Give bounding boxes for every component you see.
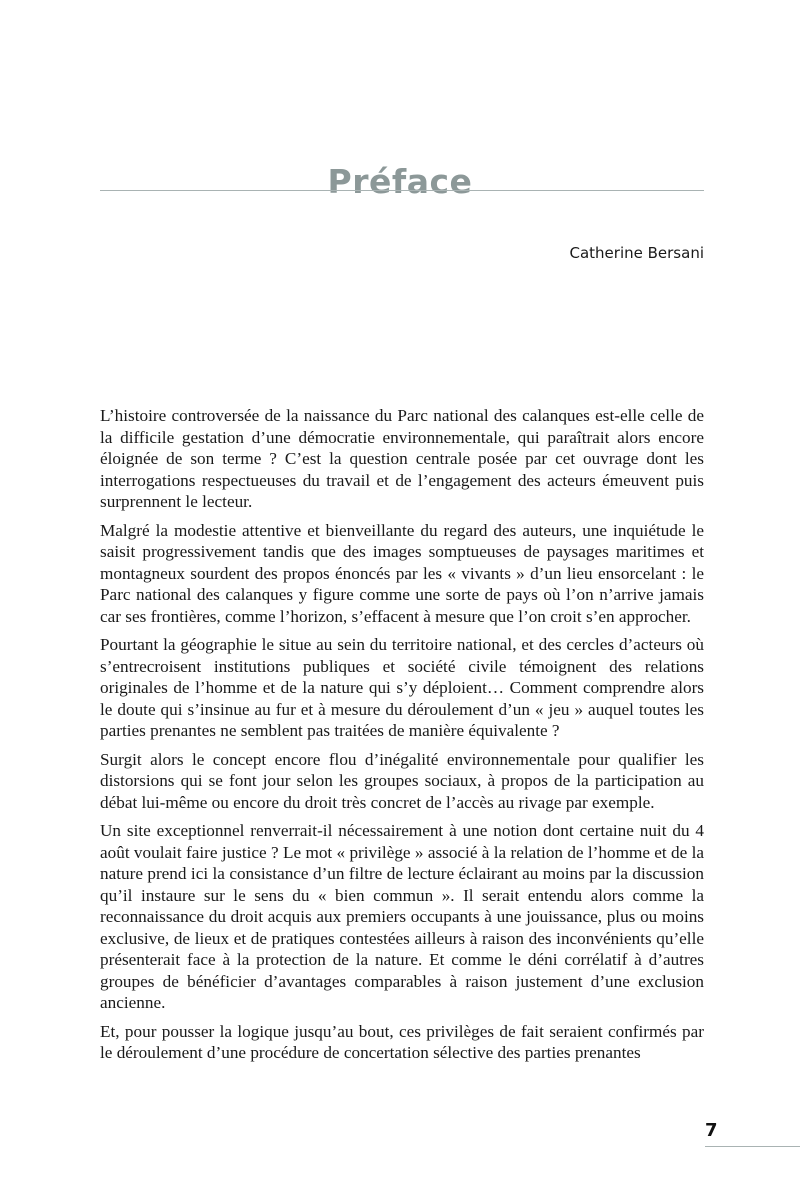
author-name: Catherine Bersani: [569, 244, 704, 262]
paragraph-1: L’histoire controversée de la naissance du Parc national des calanques est-elle celle de la difficile gestation d’une démocratie environnementale, qui paraîtrait alors encore éloignée de son terme ? C’est la question centrale posée par cet ouvrage dont les interrogations respectueuses du travail et de l’engagement des acteurs émeuvent puis surprennent le lecteur.: [100, 406, 704, 511]
page-title: Préface: [327, 162, 473, 202]
title-divider: [100, 190, 704, 191]
body-text: [100, 405, 704, 1071]
page-number-divider: [705, 1146, 800, 1147]
paragraph-2: Malgré la modestie attentive et bienveillante du regard des auteurs, une inquiétude le saisit progressivement tandis que des images somptueuses de paysages maritimes et montagneux sourdent des propos énoncés par les « vivants » d’un lieu ensorcelant : le Parc national des calanques y figure comme une sorte de pays où l’on n’arrive jamais car ses frontières, comme l’horizon, s’effacent à mesure que l’on croit s’en approcher.: [100, 520, 704, 626]
paragraph-6: Et, pour pousser la logique jusqu’au bout, ces privilèges de fait seraient confirmés par le déroulement d’une procédure de concertation sélective des parties prenantes: [100, 1021, 704, 1062]
paragraph-4: Surgit alors le concept encore flou d’inégalité environnementale pour qualifier les distorsions qui se font jour selon les groupes sociaux, à propos de la participation au débat lui-même ou encore du droit très concret de l’accès au rivage par exemple.: [100, 749, 704, 812]
paragraph-5: Un site exceptionnel renverrait-il nécessairement à une notion dont certaine nuit du 4 août voulait faire justice ? Le mot « privilège » associé à la relation de l’homme et de la nature prend ici la consistance d’un filtre de lecture éclairant au moins par la discussion qu’il instaure sur le sens du « bien commun ». Il serait entendu alors comme la reconnaissance du droit acquis aux premiers occupants à une jouissance, plus ou moins exclusive, de lieux et de pratiques contestées ailleurs à raison des inconvénients qu’elle présenterait face à la protection de la nature. Et comme le déni corrélatif à d’autres groupes de bénéficier d’avantages comparables à raison justement d’une exclusion ancienne.: [100, 821, 704, 1012]
page-number: 7: [705, 1120, 718, 1141]
paragraph-3: Pourtant la géographie le situe au sein du territoire national, et des cercles d’acteurs où s’entrecroisent institutions publiques et société civile témoignent des relations originales de l’homme et de la nature qui s’y déploient… Comment comprendre alors le doute qui s’insinue au fur et à mesure du déroulement d’un « jeu » auquel toutes les parties prenantes ne semblent pas traitées de manière équivalente ?: [100, 635, 704, 740]
